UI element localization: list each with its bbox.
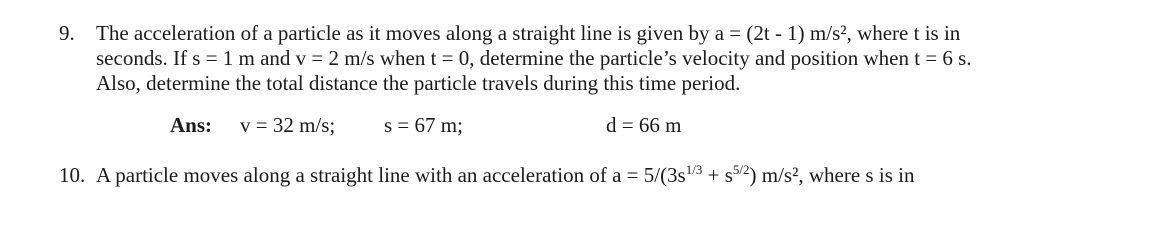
exponent-1: 1/3 [685,162,703,177]
answer-position: s = 67 m; [384,113,463,137]
problem-line-3: Also, determine the total distance the particle travels during this time period. [96,71,741,95]
problem-text [96,21,972,96]
problem-line-1: The acceleration of a particle as it moves along a straight line is given by a = (2t - 1) m/s², where t is in [96,21,961,45]
problem-line-2: seconds. If s = 1 m and v = 2 m/s when t = 0, determine the particle’s velocity and position when t = 6 s. [96,46,972,70]
exponent-2: 5/2 [732,162,750,177]
problem-line-end: ) m/s², where s is in [749,163,915,187]
answer-distance: d = 66 m [606,113,682,137]
answer-velocity: v = 32 m/s; [240,113,336,137]
problem-number: 10. [59,163,86,187]
problem-text [96,163,914,188]
problem-line-mid: + s [702,163,733,187]
answer-label: Ans: [170,113,213,137]
problem-number: 9. [59,21,75,45]
problem-line-start: A particle moves along a straight line with an acceleration of a = 5/(3s [96,163,686,187]
